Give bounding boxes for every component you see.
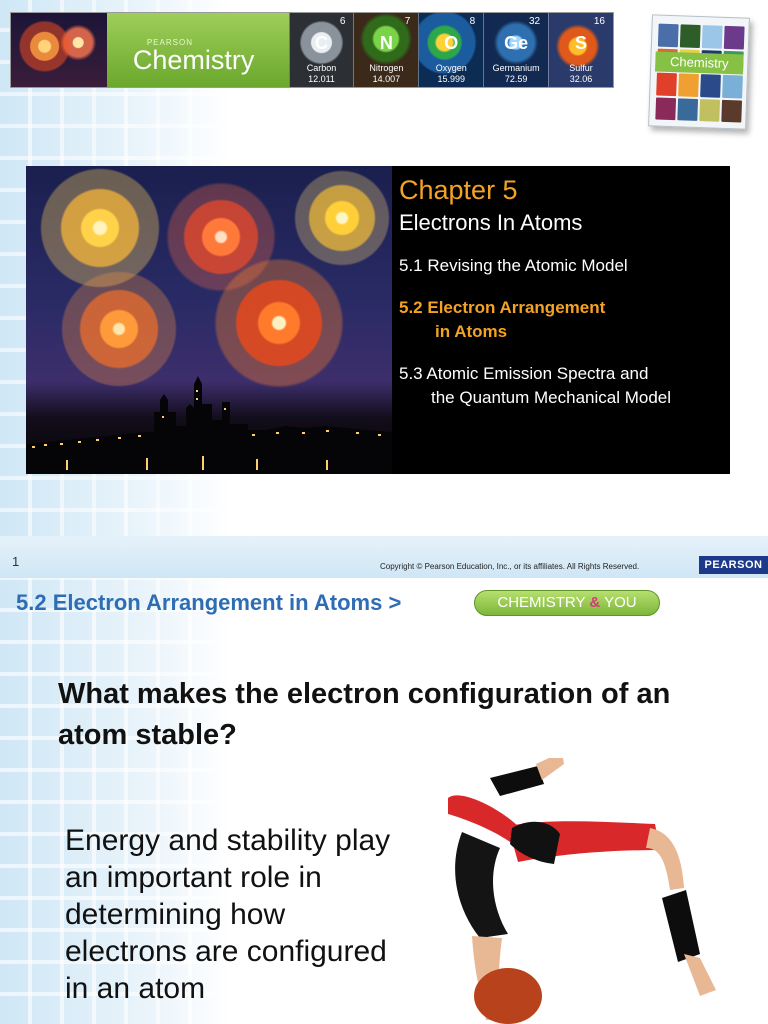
- pearson-logo: PEARSON: [699, 556, 768, 574]
- fireworks-thumbnail: [11, 13, 107, 87]
- section-label: 5.2 Electron Arrangement: [399, 298, 606, 317]
- chapter-menu-panel: [392, 166, 730, 474]
- textbook-cover-image: [648, 14, 750, 129]
- element-tile-oxygen: [418, 13, 483, 87]
- slide-body-text: Energy and stability play an important role in determining how electrons are configured in an atom: [65, 824, 391, 1005]
- element-number: 7: [404, 16, 411, 27]
- chapter-title: Chapter 5: [399, 175, 518, 205]
- section-link-5-3[interactable]: [399, 362, 724, 410]
- element-symbol: C: [314, 33, 328, 53]
- element-number: 8: [469, 16, 476, 27]
- banner-title: Chemistry: [132, 45, 255, 75]
- fireworks-photo: [26, 166, 392, 474]
- element-tile-sulfur: [548, 13, 613, 87]
- badge-text-you: YOU: [600, 594, 637, 611]
- element-weight: 72.59: [504, 74, 528, 84]
- element-weight: 12.011: [308, 74, 335, 84]
- slide-question: What makes the electron configuration of an atom stable?: [58, 678, 671, 751]
- chemistry-and-you-slide: [0, 578, 768, 1024]
- firework-burst: [40, 168, 160, 288]
- element-number: 16: [593, 16, 605, 27]
- chapter-subtitle: Electrons In Atoms: [399, 210, 583, 235]
- element-symbol: Ge: [504, 33, 529, 53]
- banner-title-block: [107, 13, 289, 87]
- element-name: Carbon: [306, 63, 337, 73]
- element-tile-germanium: [483, 13, 548, 87]
- section-label-continued: the Quantum Mechanical Model: [431, 388, 672, 407]
- element-weight: 14.007: [372, 74, 401, 84]
- element-weight: 15.999: [437, 74, 466, 84]
- copyright-notice: Copyright © Pearson Education, Inc., or its affiliates. All Rights Reserved.: [380, 562, 640, 571]
- section-label-continued: in Atoms: [435, 322, 508, 341]
- chemistry-and-you-button[interactable]: [474, 590, 660, 616]
- element-name: Nitrogen: [369, 63, 404, 73]
- chemistry-banner: [10, 12, 614, 88]
- badge-ampersand: &: [589, 594, 601, 611]
- section-link-5-2[interactable]: [399, 296, 724, 344]
- element-name: Germanium: [492, 63, 540, 73]
- slide-footer-bar: [0, 536, 768, 578]
- banner-publisher: PEARSON: [146, 38, 193, 47]
- element-number: 6: [339, 16, 346, 27]
- element-weight: 32.06: [569, 74, 593, 84]
- element-tile-nitrogen: [353, 13, 418, 87]
- section-link-5-1[interactable]: [399, 254, 724, 278]
- section-label: 5.1 Revising the Atomic Model: [399, 256, 628, 275]
- element-symbol: N: [379, 33, 393, 53]
- city-skyline: [26, 364, 392, 474]
- section-heading: 5.2 Electron Arrangement in Atoms >: [16, 590, 402, 615]
- textbook-cover-title: Chemistry: [655, 51, 744, 74]
- slide-number: 1: [12, 554, 20, 569]
- element-symbol: S: [575, 33, 588, 53]
- gymnast-backbend-image: [400, 758, 760, 1024]
- element-tile-carbon: [289, 13, 354, 87]
- badge-text-chemistry: CHEMISTRY: [497, 594, 590, 611]
- element-number: 32: [528, 16, 541, 27]
- element-name: Sulfur: [569, 63, 593, 73]
- element-symbol: O: [444, 33, 459, 53]
- firework-burst: [294, 170, 390, 266]
- section-label: 5.3 Atomic Emission Spectra and: [399, 364, 649, 383]
- element-name: Oxygen: [435, 63, 467, 73]
